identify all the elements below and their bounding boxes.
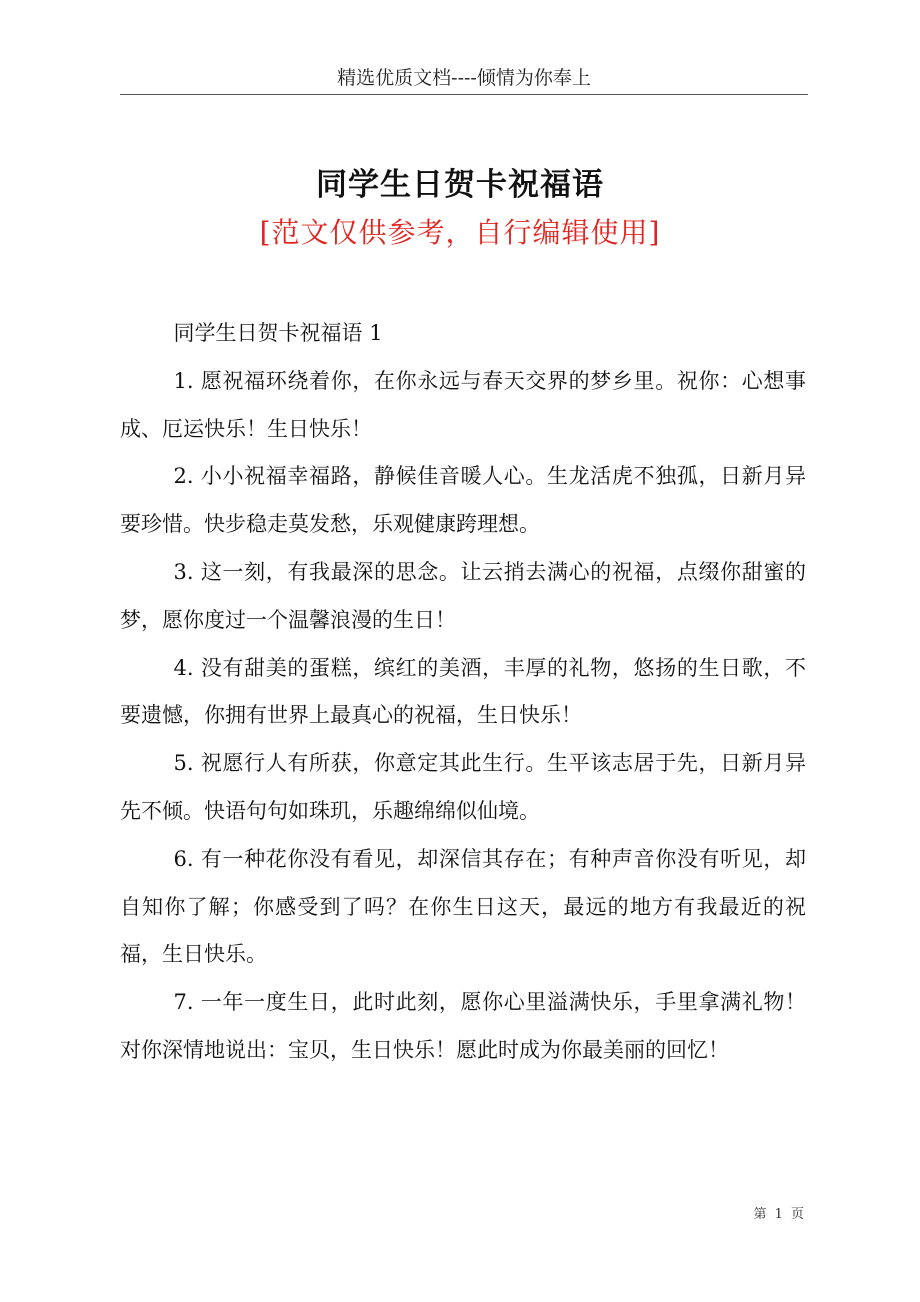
wish-item-1: 1. 愿祝福环绕着你，在你永远与春天交界的梦乡里。祝你：心想事成、厄运快乐！生日快乐！ — [120, 368, 806, 441]
section-heading: 同学生日贺卡祝福语 1 — [173, 321, 383, 345]
wish-item-4: 4. 没有甜美的蛋糕，缤红的美酒，丰厚的礼物，悠扬的生日歌，不要遗憾，你拥有世界上最真心的祝福，生日快乐！ — [120, 655, 806, 728]
page-number: 第 1 页 — [753, 1207, 806, 1222]
document-title: 同学生日贺卡祝福语 — [316, 167, 604, 203]
wish-item-2: 2. 小小祝福幸福路，静候佳音暖人心。生龙活虎不独孤，日新月异要珍惜。快步稳走莫发愁，乐观健康跨理想。 — [120, 464, 806, 537]
document-subtitle: [范文仅供参考，自行编辑使用] — [259, 216, 661, 249]
document-body — [120, 310, 806, 1075]
wish-item-5: 5. 祝愿行人有所获，你意定其此生行。生平该志居于先，日新月异先不倾。快语句句如珠玑，乐趣绵绵似仙境。 — [120, 751, 806, 823]
wish-item-7: 7. 一年一度生日，此时此刻，愿你心里溢满快乐，手里拿满礼物！对你深情地说出：宝贝，生日快乐！愿此时成为你最美丽的回忆！ — [120, 990, 806, 1062]
page-header: 精选优质文档----倾情为你奉上 — [120, 62, 808, 95]
wish-item-6: 6. 有一种花你没有看见，却深信其存在；有种声音你没有听见，却自知你了解；你感受到了吗？在你生日这天，最远的地方有我最近的祝福，生日快乐。 — [120, 846, 806, 967]
wish-item-3: 3. 这一刻，有我最深的思念。让云捎去满心的祝福，点缀你甜蜜的梦，愿你度过一个温馨浪漫的生日！ — [120, 559, 806, 632]
